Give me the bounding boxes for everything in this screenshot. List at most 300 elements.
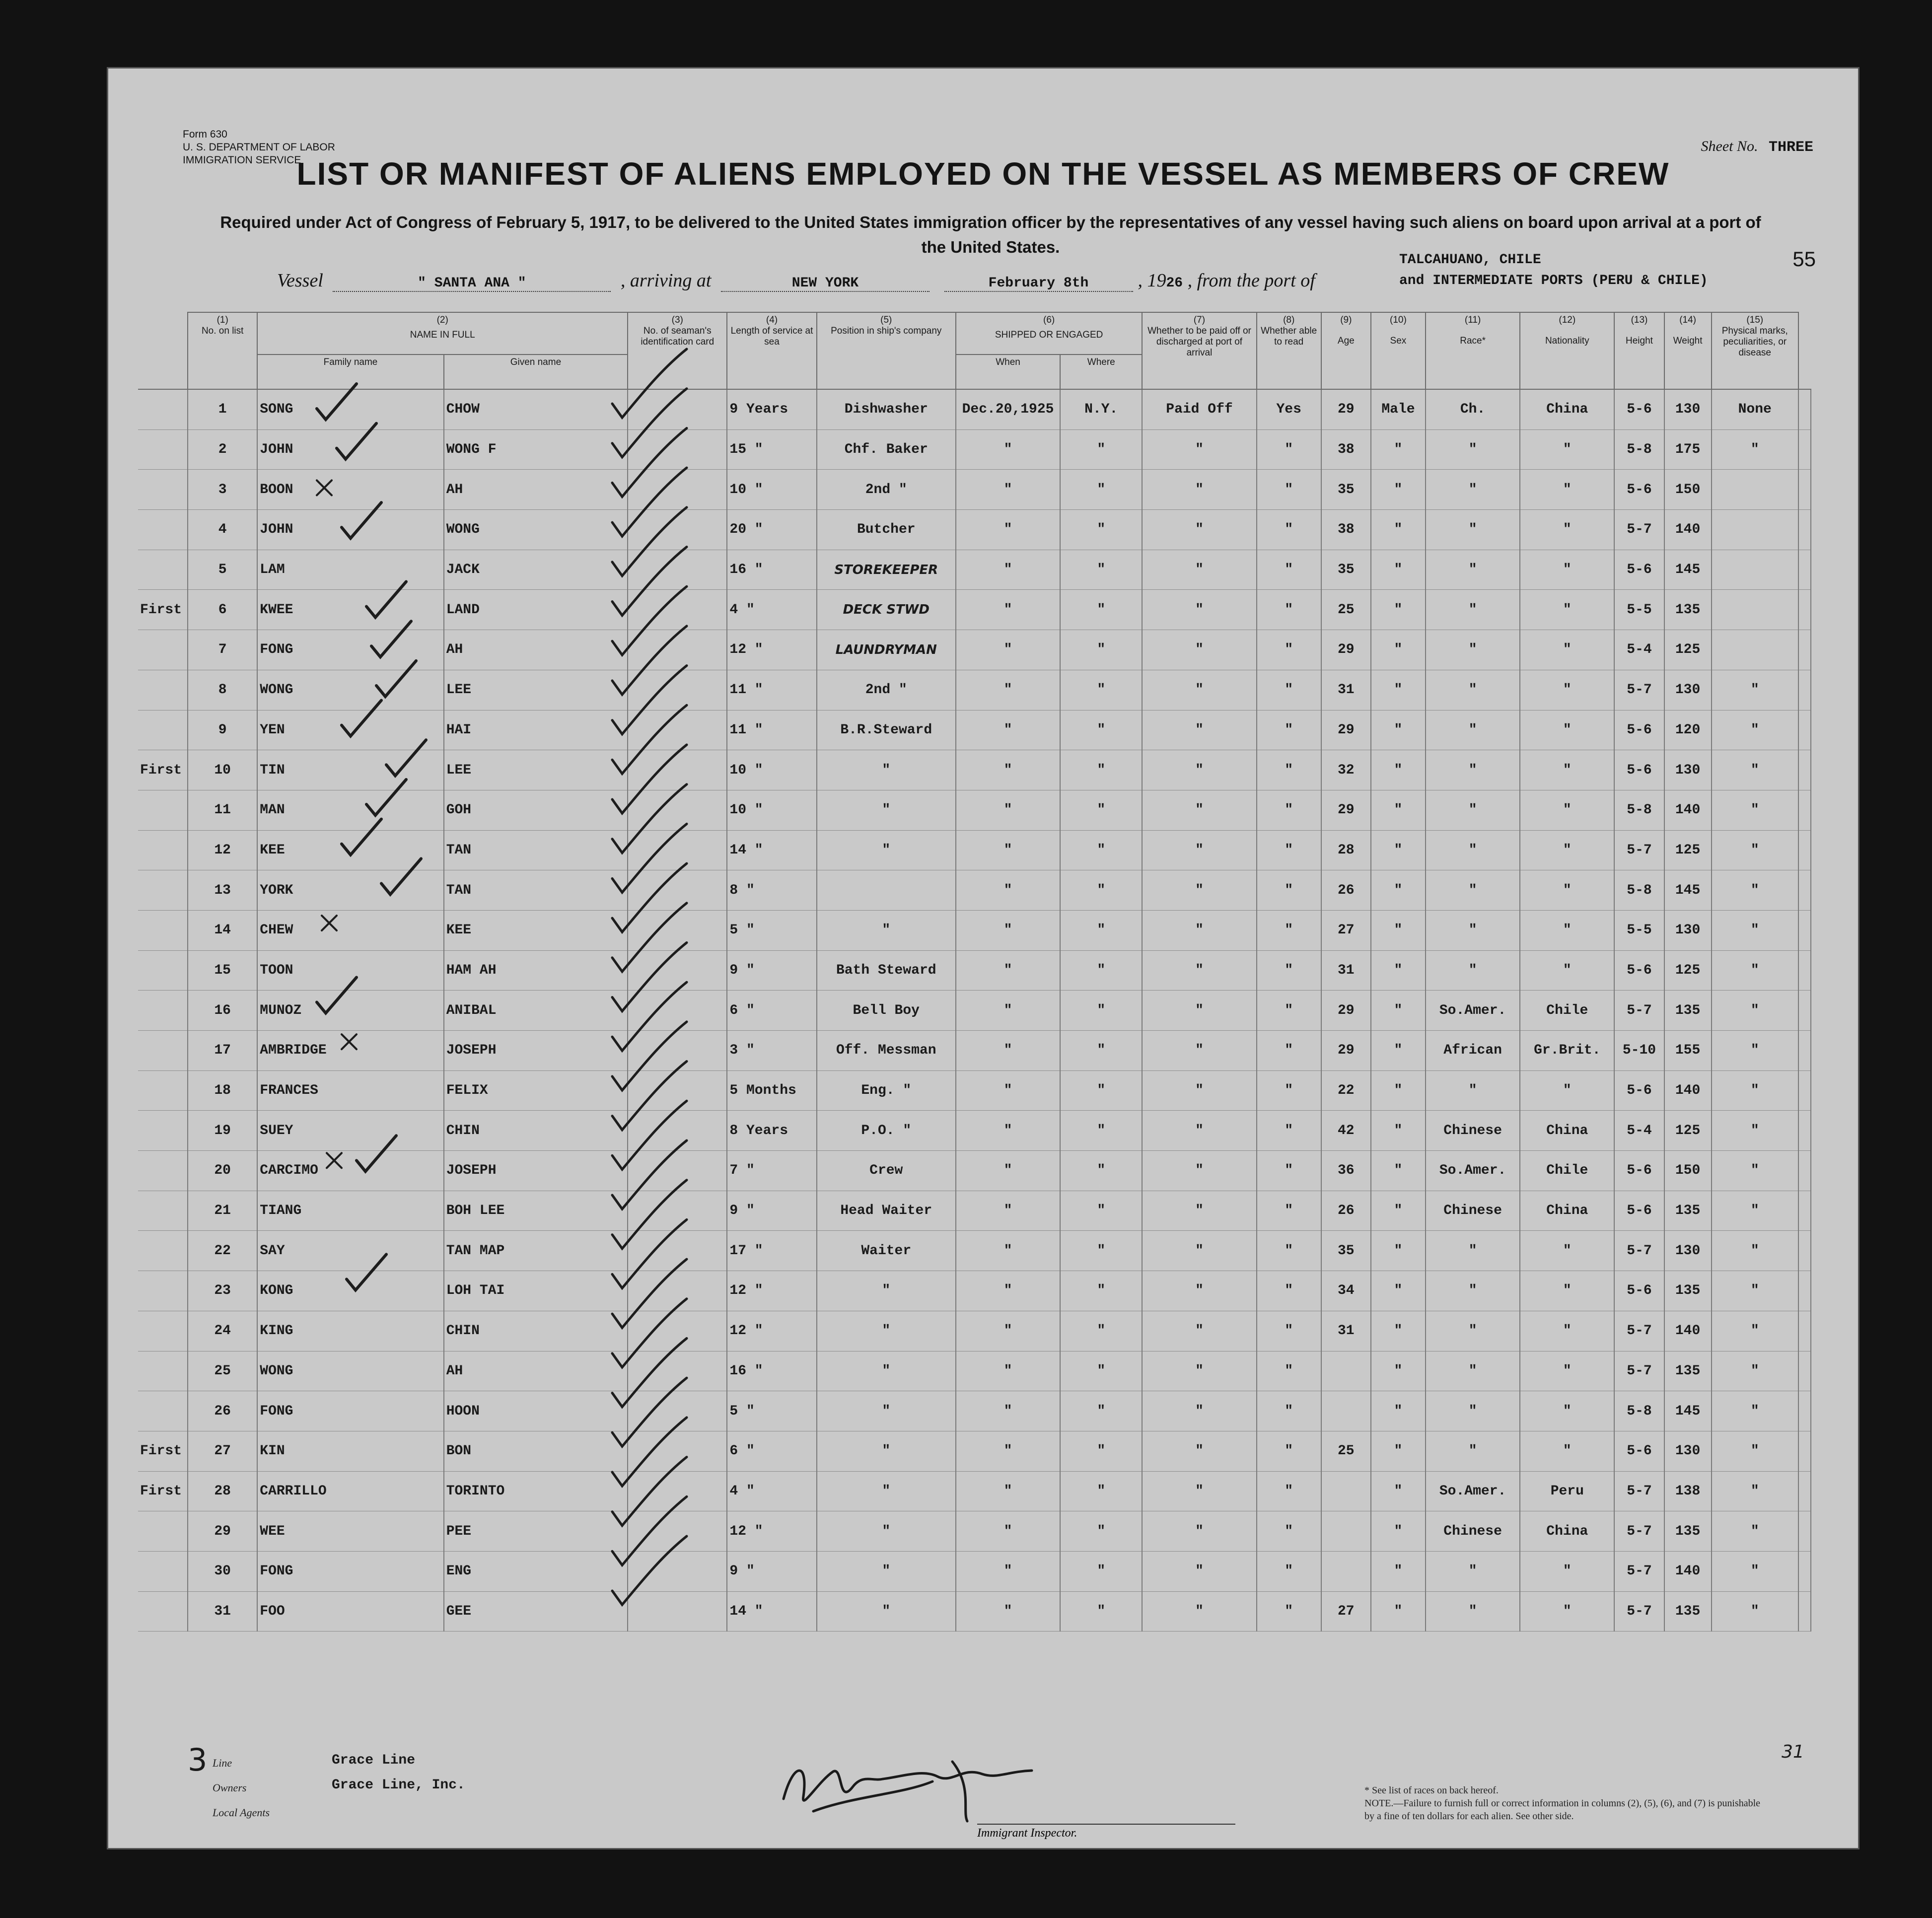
sex: " — [1371, 1511, 1426, 1552]
shipped-where: " — [1060, 1191, 1142, 1231]
able-to-read: " — [1257, 429, 1321, 470]
family-name: CARRILLO — [257, 1471, 443, 1511]
race: Ch. — [1426, 389, 1520, 429]
check-mark — [317, 480, 332, 495]
shipped-when: " — [956, 910, 1060, 950]
sex: " — [1371, 670, 1426, 710]
age: 34 — [1321, 1271, 1371, 1311]
check-mark — [342, 502, 381, 538]
check-mark — [612, 389, 687, 457]
physical-marks: " — [1712, 1271, 1798, 1311]
weight: 125 — [1664, 1111, 1712, 1151]
given-name: JOSEPH — [444, 1031, 628, 1071]
paid-off: " — [1142, 510, 1256, 550]
page-title: LIST OR MANIFEST OF ALIENS EMPLOYED ON THE VESSEL AS MEMBERS OF CREW — [296, 156, 1670, 192]
given-name: AH — [444, 1351, 628, 1391]
check-mark — [612, 745, 687, 813]
check-mark — [371, 621, 411, 657]
height: 5-4 — [1614, 630, 1664, 670]
family-name: TIN — [257, 750, 443, 790]
column-header-sex: (10) Sex — [1371, 312, 1426, 389]
check-mark — [612, 1536, 687, 1605]
physical-marks: " — [1712, 1191, 1798, 1231]
service-length: 9 " — [727, 1191, 816, 1231]
nationality: " — [1520, 590, 1614, 630]
paid-off: " — [1142, 1311, 1256, 1351]
side-note: First — [138, 750, 188, 790]
shipped-where: N.Y. — [1060, 389, 1142, 429]
height: 5-7 — [1614, 1511, 1664, 1552]
height: 5-7 — [1614, 1471, 1664, 1511]
shipped-when: " — [956, 1591, 1060, 1632]
height: 5-7 — [1614, 1551, 1664, 1591]
shipped-when: " — [956, 991, 1060, 1031]
row-number: 17 — [188, 1031, 257, 1071]
local-agents-label: Local Agents — [213, 1806, 270, 1819]
race: " — [1426, 510, 1520, 550]
position: " — [817, 750, 956, 790]
nationality: " — [1520, 550, 1614, 590]
position: " — [817, 1471, 956, 1511]
row-number: 11 — [188, 790, 257, 830]
nationality: " — [1520, 790, 1614, 830]
physical-marks: " — [1712, 1111, 1798, 1151]
sex: " — [1371, 510, 1426, 550]
column-header-given-name: Given name — [444, 355, 628, 389]
age: 36 — [1321, 1151, 1371, 1191]
family-name: JOHN — [257, 429, 443, 470]
shipped-where: " — [1060, 1031, 1142, 1071]
nationality: " — [1520, 830, 1614, 870]
shipped-where: " — [1060, 830, 1142, 870]
check-mark — [381, 858, 421, 894]
sex: Male — [1371, 389, 1426, 429]
row-number: 20 — [188, 1151, 257, 1191]
shipped-when: " — [956, 1391, 1060, 1431]
service-length: 14 " — [727, 1591, 816, 1632]
given-name: LEE — [444, 750, 628, 790]
family-name: MUNOZ — [257, 991, 443, 1031]
paid-off: " — [1142, 910, 1256, 950]
weight: 135 — [1664, 1351, 1712, 1391]
family-name: FONG — [257, 1551, 443, 1591]
row-number: 27 — [188, 1431, 257, 1471]
given-name: BON — [444, 1431, 628, 1471]
sex: " — [1371, 750, 1426, 790]
age: 32 — [1321, 750, 1371, 790]
race: So.Amer. — [1426, 1151, 1520, 1191]
department-name: U. S. DEPARTMENT OF LABOR — [183, 142, 335, 153]
position: Chf. Baker — [817, 429, 956, 470]
shipped-where: " — [1060, 910, 1142, 950]
row-number: 29 — [188, 1511, 257, 1552]
position: " — [817, 910, 956, 950]
weight: 130 — [1664, 389, 1712, 429]
family-name: SUEY — [257, 1111, 443, 1151]
given-name: WONG — [444, 510, 628, 550]
able-to-read: " — [1257, 1311, 1321, 1351]
row-number: 25 — [188, 1351, 257, 1391]
age: 29 — [1321, 630, 1371, 670]
race: " — [1426, 1391, 1520, 1431]
sex: " — [1371, 1431, 1426, 1471]
column-header-read: (8) Whether able to read — [1257, 312, 1321, 389]
nationality: Chile — [1520, 991, 1614, 1031]
position: DECK STWD — [817, 590, 956, 630]
service-length: 16 " — [727, 550, 816, 590]
sex: " — [1371, 1551, 1426, 1591]
given-name: TAN — [444, 830, 628, 870]
position: P.O. " — [817, 1111, 956, 1151]
family-name: TOON — [257, 950, 443, 991]
owners-label: Owners — [213, 1781, 247, 1794]
given-name: CHIN — [444, 1311, 628, 1351]
physical-marks: " — [1712, 1311, 1798, 1351]
height: 5-6 — [1614, 710, 1664, 750]
given-name: LAND — [444, 590, 628, 630]
family-name: BOON — [257, 470, 443, 510]
weight: 130 — [1664, 750, 1712, 790]
sex: " — [1371, 830, 1426, 870]
physical-marks: " — [1712, 790, 1798, 830]
nationality: Peru — [1520, 1471, 1614, 1511]
side-note: First — [138, 1471, 188, 1511]
sex: " — [1371, 1070, 1426, 1111]
service-length: 8 Years — [727, 1111, 816, 1151]
row-number: 23 — [188, 1271, 257, 1311]
age: 29 — [1321, 790, 1371, 830]
given-name: CHIN — [444, 1111, 628, 1151]
able-to-read: " — [1257, 630, 1321, 670]
paid-off: " — [1142, 1551, 1256, 1591]
height: 5-7 — [1614, 1351, 1664, 1391]
position: STOREKEEPER — [817, 550, 956, 590]
position: Waiter — [817, 1231, 956, 1271]
position: Bell Boy — [817, 991, 956, 1031]
position: Eng. " — [817, 1070, 956, 1111]
weight: 145 — [1664, 870, 1712, 911]
nationality: " — [1520, 429, 1614, 470]
shipped-where: " — [1060, 750, 1142, 790]
weight: 135 — [1664, 590, 1712, 630]
height: 5-6 — [1614, 1431, 1664, 1471]
shipped-where: " — [1060, 710, 1142, 750]
weight: 135 — [1664, 1271, 1712, 1311]
position: " — [817, 1351, 956, 1391]
position: B.R.Steward — [817, 710, 956, 750]
column-header-physical-marks: (15) Physical marks, peculiarities, or disease — [1712, 312, 1798, 389]
race: " — [1426, 590, 1520, 630]
column-header-where: Where — [1060, 355, 1142, 389]
side-note: First — [138, 590, 188, 630]
shipped-when: " — [956, 510, 1060, 550]
service-length: 3 " — [727, 1031, 816, 1071]
age: 29 — [1321, 389, 1371, 429]
sex: " — [1371, 1031, 1426, 1071]
sex: " — [1371, 1471, 1426, 1511]
shipped-when: " — [956, 1151, 1060, 1191]
height: 5-8 — [1614, 790, 1664, 830]
line-label: Line — [213, 1757, 232, 1769]
row-number: 26 — [188, 1391, 257, 1431]
service-length: 9 " — [727, 1551, 816, 1591]
physical-marks: None — [1712, 389, 1798, 429]
able-to-read: " — [1257, 790, 1321, 830]
able-to-read: " — [1257, 1111, 1321, 1151]
physical-marks: " — [1712, 1151, 1798, 1191]
height: 5-7 — [1614, 1231, 1664, 1271]
race: " — [1426, 1231, 1520, 1271]
given-name: ANIBAL — [444, 991, 628, 1031]
age: 31 — [1321, 1311, 1371, 1351]
check-mark — [386, 740, 426, 776]
check-mark — [322, 916, 337, 930]
paid-off: " — [1142, 1471, 1256, 1511]
nationality: " — [1520, 710, 1614, 750]
shipped-when: " — [956, 1471, 1060, 1511]
nationality: " — [1520, 750, 1614, 790]
given-name: JOSEPH — [444, 1151, 628, 1191]
race: " — [1426, 630, 1520, 670]
nationality: " — [1520, 870, 1614, 911]
row-number: 19 — [188, 1111, 257, 1151]
physical-marks: " — [1712, 1431, 1798, 1471]
weight: 145 — [1664, 550, 1712, 590]
check-mark — [612, 1259, 687, 1328]
physical-marks: " — [1712, 1591, 1798, 1632]
shipped-when: " — [956, 1511, 1060, 1552]
paid-off: " — [1142, 950, 1256, 991]
shipped-when: " — [956, 1431, 1060, 1471]
height: 5-6 — [1614, 1271, 1664, 1311]
position: " — [817, 1311, 956, 1351]
height: 5-8 — [1614, 870, 1664, 911]
check-mark — [327, 1153, 342, 1168]
row-number: 12 — [188, 830, 257, 870]
shipped-when: " — [956, 1311, 1060, 1351]
weight: 155 — [1664, 1031, 1712, 1071]
service-length: 9 " — [727, 950, 816, 991]
shipped-when: " — [956, 1070, 1060, 1111]
paid-off: " — [1142, 1351, 1256, 1391]
able-to-read: " — [1257, 1070, 1321, 1111]
nationality: " — [1520, 1551, 1614, 1591]
family-name: JOHN — [257, 510, 443, 550]
from-port-label: , from the port of — [1187, 270, 1315, 291]
owners-value: Grace Line, Inc. — [332, 1777, 465, 1793]
service-length: 17 " — [727, 1231, 816, 1271]
shipped-when: " — [956, 429, 1060, 470]
race: " — [1426, 790, 1520, 830]
given-name: WONG F — [444, 429, 628, 470]
nationality: " — [1520, 1231, 1614, 1271]
able-to-read: " — [1257, 1391, 1321, 1431]
sex: " — [1371, 1231, 1426, 1271]
weight: 140 — [1664, 790, 1712, 830]
age: 38 — [1321, 429, 1371, 470]
weight: 130 — [1664, 910, 1712, 950]
footnotes — [1364, 1784, 1772, 1823]
shipped-where: " — [1060, 590, 1142, 630]
page-subtitle: Required under Act of Congress of February 5, 1917, to be delivered to the United States immigration officer by the representatives of any vessel having such aliens on board upon arrival at a port of the United States. — [220, 213, 1761, 256]
family-name: KWEE — [257, 590, 443, 630]
able-to-read: " — [1257, 1351, 1321, 1391]
sex: " — [1371, 1271, 1426, 1311]
arrival-port: NEW YORK — [721, 276, 930, 292]
margin-number: 31 — [1782, 1742, 1804, 1762]
weight: 135 — [1664, 1191, 1712, 1231]
weight: 130 — [1664, 1231, 1712, 1271]
sex: " — [1371, 630, 1426, 670]
race: " — [1426, 1351, 1520, 1391]
shipped-when: " — [956, 1111, 1060, 1151]
family-name: WONG — [257, 670, 443, 710]
given-name: AH — [444, 630, 628, 670]
shipped-when: " — [956, 950, 1060, 991]
check-mark — [612, 903, 687, 972]
family-name: KIN — [257, 1431, 443, 1471]
check-mark — [376, 661, 416, 697]
race: African — [1426, 1031, 1520, 1071]
shipped-where: " — [1060, 1391, 1142, 1431]
shipped-when: " — [956, 670, 1060, 710]
family-name: WONG — [257, 1351, 443, 1391]
physical-marks: " — [1712, 1391, 1798, 1431]
shipped-when: " — [956, 1271, 1060, 1311]
able-to-read: " — [1257, 550, 1321, 590]
nationality: " — [1520, 910, 1614, 950]
nationality: Gr.Brit. — [1520, 1031, 1614, 1071]
height: 5-6 — [1614, 470, 1664, 510]
given-name: GOH — [444, 790, 628, 830]
nationality: China — [1520, 1511, 1614, 1552]
check-mark — [612, 784, 687, 853]
given-name: JACK — [444, 550, 628, 590]
sex: " — [1371, 910, 1426, 950]
paid-off: " — [1142, 1231, 1256, 1271]
nationality: China — [1520, 1191, 1614, 1231]
shipped-when: " — [956, 870, 1060, 911]
check-mark — [337, 424, 376, 459]
row-number: 1 — [188, 389, 257, 429]
column-header-family-name: Family name — [257, 355, 443, 389]
physical-marks: " — [1712, 1031, 1798, 1071]
paid-off: " — [1142, 830, 1256, 870]
check-mark — [612, 943, 687, 1011]
paid-off: " — [1142, 1070, 1256, 1111]
check-mark — [612, 1496, 687, 1565]
departure-port: TALCAHUANO, CHILE — [1399, 252, 1541, 268]
physical-marks: " — [1712, 1551, 1798, 1591]
check-mark — [612, 626, 687, 695]
sex: " — [1371, 870, 1426, 911]
check-mark — [366, 780, 406, 815]
row-number: 9 — [188, 710, 257, 750]
paid-off: " — [1142, 790, 1256, 830]
row-number: 18 — [188, 1070, 257, 1111]
paid-off: Paid Off — [1142, 389, 1256, 429]
family-name: WEE — [257, 1511, 443, 1552]
physical-marks: " — [1712, 910, 1798, 950]
service-length: 11 " — [727, 670, 816, 710]
height: 5-8 — [1614, 429, 1664, 470]
sex: " — [1371, 790, 1426, 830]
shipped-where: " — [1060, 429, 1142, 470]
arrival-date: February 8th — [944, 276, 1133, 292]
family-name: TIANG — [257, 1191, 443, 1231]
able-to-read: " — [1257, 991, 1321, 1031]
shipped-where: " — [1060, 991, 1142, 1031]
physical-marks: " — [1712, 870, 1798, 911]
able-to-read: " — [1257, 470, 1321, 510]
weight: 140 — [1664, 1070, 1712, 1111]
height: 5-6 — [1614, 1070, 1664, 1111]
race: Chinese — [1426, 1191, 1520, 1231]
shipped-where: " — [1060, 1070, 1142, 1111]
sex: " — [1371, 1151, 1426, 1191]
service-length: 6 " — [727, 1431, 816, 1471]
physical-marks: " — [1712, 991, 1798, 1031]
physical-marks: " — [1712, 429, 1798, 470]
check-mark — [342, 819, 381, 855]
shipped-where: " — [1060, 1311, 1142, 1351]
age: 26 — [1321, 1191, 1371, 1231]
able-to-read: " — [1257, 1151, 1321, 1191]
row-number: 21 — [188, 1191, 257, 1231]
family-name: FONG — [257, 1391, 443, 1431]
weight: 135 — [1664, 991, 1712, 1031]
given-name: LEE — [444, 670, 628, 710]
check-mark — [612, 1180, 687, 1249]
nationality: " — [1520, 1311, 1614, 1351]
position: Bath Steward — [817, 950, 956, 991]
paid-off: " — [1142, 991, 1256, 1031]
race: " — [1426, 550, 1520, 590]
shipped-where: " — [1060, 870, 1142, 911]
row-number: 28 — [188, 1471, 257, 1511]
age: 28 — [1321, 830, 1371, 870]
race: " — [1426, 910, 1520, 950]
height: 5-7 — [1614, 830, 1664, 870]
row-number: 2 — [188, 429, 257, 470]
service-length: 7 " — [727, 1151, 816, 1191]
race: " — [1426, 470, 1520, 510]
shipped-where: " — [1060, 1231, 1142, 1271]
height: 5-6 — [1614, 950, 1664, 991]
sheet-number-label: Sheet No. — [1701, 138, 1758, 154]
footer — [138, 1742, 1811, 1840]
row-number: 13 — [188, 870, 257, 911]
check-marks-overlay — [108, 69, 1861, 1851]
position: " — [817, 1511, 956, 1552]
race: " — [1426, 670, 1520, 710]
weight: 150 — [1664, 470, 1712, 510]
race: " — [1426, 1551, 1520, 1591]
service-length: 16 " — [727, 1351, 816, 1391]
column-header-weight: (14) Weight — [1664, 312, 1712, 389]
check-mark — [612, 1101, 687, 1169]
position: 2nd " — [817, 470, 956, 510]
row-number: 5 — [188, 550, 257, 590]
shipped-where: " — [1060, 790, 1142, 830]
age: 35 — [1321, 470, 1371, 510]
age: 29 — [1321, 991, 1371, 1031]
position: LAUNDRYMAN — [817, 630, 956, 670]
age: 27 — [1321, 910, 1371, 950]
able-to-read: " — [1257, 750, 1321, 790]
paid-off: " — [1142, 1111, 1256, 1151]
paid-off: " — [1142, 1191, 1256, 1231]
